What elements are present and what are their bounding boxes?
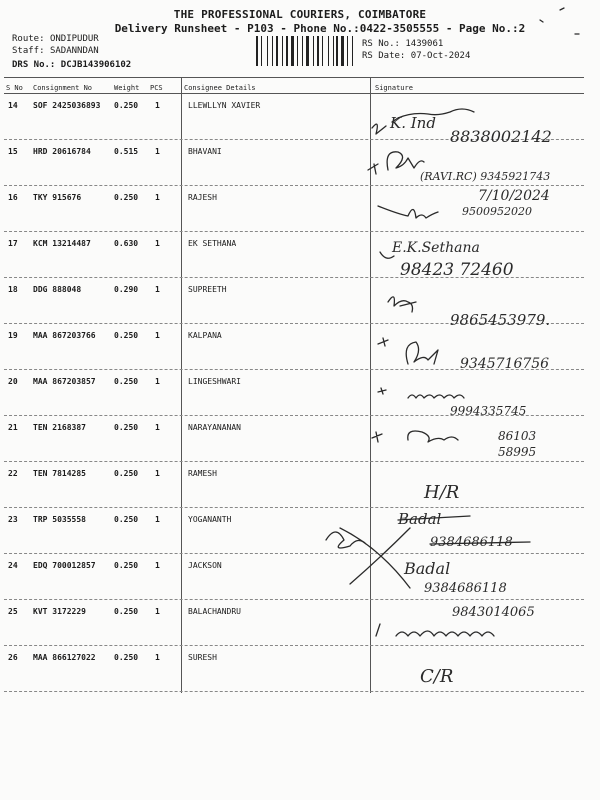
row-pcs: 1 xyxy=(155,423,160,432)
signature-mark xyxy=(376,624,494,636)
signature-mark xyxy=(326,528,410,588)
route-value: ONDIPUDUR xyxy=(49,34,99,44)
row-weight: 0.630 xyxy=(114,239,139,248)
row-consignee: RAMESH xyxy=(188,469,217,478)
handwritten-name: E.K.Sethana xyxy=(392,240,480,256)
rs-no-label: RS No.: xyxy=(362,39,400,49)
signature-mark xyxy=(378,206,438,218)
signature-mark xyxy=(368,152,424,174)
handwritten-note: H/R xyxy=(424,482,460,503)
row-weight: 0.250 xyxy=(114,377,139,386)
signature-mark xyxy=(372,431,458,442)
row-consignee: NARAYANANAN xyxy=(188,423,241,432)
row-sno: 22 xyxy=(8,469,18,478)
row-sno: 18 xyxy=(8,285,18,294)
staff-label: Staff: xyxy=(12,46,45,56)
row-weight: 0.250 xyxy=(114,561,139,570)
row-sno: 15 xyxy=(8,147,18,156)
handwritten-phone: 8838002142 xyxy=(450,127,552,146)
row-consignee: YOGANANTH xyxy=(188,515,232,524)
row-weight: 0.250 xyxy=(114,607,139,616)
row-pcs: 1 xyxy=(155,101,160,110)
handwritten-note: C/R xyxy=(420,666,454,687)
row-pcs: 1 xyxy=(155,147,160,156)
row-consignment-no: TKY 915676 xyxy=(33,193,82,202)
handwritten-phone: 98423 72460 xyxy=(400,260,514,280)
rs-date-label: RS Date: xyxy=(362,51,406,61)
row-consignee: SURESH xyxy=(188,653,217,662)
row-pcs: 1 xyxy=(155,469,160,478)
row-weight: 0.250 xyxy=(114,101,139,110)
row-consignment-no: KVT 3172229 xyxy=(33,607,86,616)
drs-label: DRS No.: xyxy=(12,60,56,70)
runsheet-title: Delivery Runsheet - P103 - Phone No.:0422-3505555 - Page No.:2 xyxy=(114,22,526,35)
row-consignment-no: SOF 2425036893 xyxy=(33,101,101,110)
col-signature: Signature xyxy=(375,84,413,92)
handwritten-name: Badal xyxy=(404,559,451,578)
row-consignment-no: DDG 888048 xyxy=(33,285,82,294)
row-consignee: LLEWLLYN XAVIER xyxy=(188,101,261,110)
route-label: Route: xyxy=(12,34,45,44)
row-sno: 21 xyxy=(8,423,18,432)
row-consignee: LINGESHWARI xyxy=(188,377,241,386)
row-pcs: 1 xyxy=(155,561,160,570)
row-consignee: BHAVANI xyxy=(188,147,222,156)
row-consignment-no: EDQ 700012857 xyxy=(33,561,96,570)
row-weight: 0.250 xyxy=(114,515,139,524)
row-pcs: 1 xyxy=(155,239,160,248)
col-pcs: PCS xyxy=(150,84,163,92)
handwritten-phone: 9345716756 xyxy=(460,356,550,372)
row-consignment-no: KCM 13214487 xyxy=(33,239,91,248)
row-pcs: 1 xyxy=(155,515,160,524)
handwritten-date: 7/10/2024 xyxy=(478,188,550,204)
row-pcs: 1 xyxy=(155,331,160,340)
row-consignment-no: TRP 5035558 xyxy=(33,515,86,524)
row-consignee: RAJESH xyxy=(188,193,217,202)
row-consignment-no: MAA 867203857 xyxy=(33,377,96,386)
row-pcs: 1 xyxy=(155,377,160,386)
row-sno: 20 xyxy=(8,377,18,386)
handwritten-number: 58995 xyxy=(498,445,537,459)
row-sno: 24 xyxy=(8,561,18,570)
staff-value: SADANNDAN xyxy=(49,46,99,56)
row-weight: 0.250 xyxy=(114,423,139,432)
row-weight: 0.250 xyxy=(114,331,139,340)
drs-value: DCJB143906102 xyxy=(60,60,132,70)
row-consignment-no: MAA 867203766 xyxy=(33,331,96,340)
row-weight: 0.290 xyxy=(114,285,139,294)
rs-no-value: 1439061 xyxy=(405,39,444,49)
row-consignment-no: HRD 20616784 xyxy=(33,147,91,156)
handwritten-phone: 9843014065 xyxy=(452,605,535,620)
row-sno: 17 xyxy=(8,239,18,248)
row-sno: 25 xyxy=(8,607,18,616)
rs-date-value: 07-Oct-2024 xyxy=(410,51,471,61)
row-weight: 0.250 xyxy=(114,653,139,662)
row-pcs: 1 xyxy=(155,653,160,662)
stray-mark xyxy=(540,8,579,34)
handwritten-name: K. Ind xyxy=(390,114,436,132)
handwritten-phone: 9500952020 xyxy=(462,205,532,218)
signature-mark xyxy=(388,297,416,312)
row-sno: 16 xyxy=(8,193,18,202)
handwritten-phone: 9384686118 xyxy=(430,535,513,550)
row-weight: 0.250 xyxy=(114,193,139,202)
handwritten-phone: 9384686118 xyxy=(424,581,507,596)
row-pcs: 1 xyxy=(155,607,160,616)
row-weight: 0.250 xyxy=(114,469,139,478)
row-consignee: EK SETHANA xyxy=(188,239,237,248)
row-sno: 14 xyxy=(8,101,18,110)
row-consignee: BALACHANDRU xyxy=(188,607,241,616)
row-pcs: 1 xyxy=(155,285,160,294)
handwritten-phone: 9865453979. xyxy=(450,311,551,329)
col-sno: S No xyxy=(6,84,23,92)
signature-mark xyxy=(378,338,438,364)
row-sno: 23 xyxy=(8,515,18,524)
company-title: THE PROFESSIONAL COURIERS, COIMBATORE xyxy=(173,8,427,21)
row-consignee: SUPREETH xyxy=(188,285,227,294)
row-consignee: JACKSON xyxy=(188,561,222,570)
handwritten-phone: 9994335745 xyxy=(450,404,527,418)
row-pcs: 1 xyxy=(155,193,160,202)
row-consignment-no: MAA 866127022 xyxy=(33,653,96,662)
row-weight: 0.515 xyxy=(114,147,139,156)
handwritten-number: 86103 xyxy=(498,429,537,443)
row-consignment-no: TEN 2168387 xyxy=(33,423,86,432)
col-consignee: Consignee Details xyxy=(184,84,256,92)
row-consignee: KALPANA xyxy=(188,331,222,340)
row-sno: 19 xyxy=(8,331,18,340)
signature-mark xyxy=(378,388,464,398)
col-weight: Weight xyxy=(114,84,140,92)
handwritten-phone: (RAVI.RC) 9345921743 xyxy=(420,170,551,183)
row-consignment-no: TEN 7814285 xyxy=(33,469,86,478)
col-consignment: Consignment No xyxy=(33,84,93,92)
handwritten-name: Badal xyxy=(398,510,442,528)
row-sno: 26 xyxy=(8,653,18,662)
